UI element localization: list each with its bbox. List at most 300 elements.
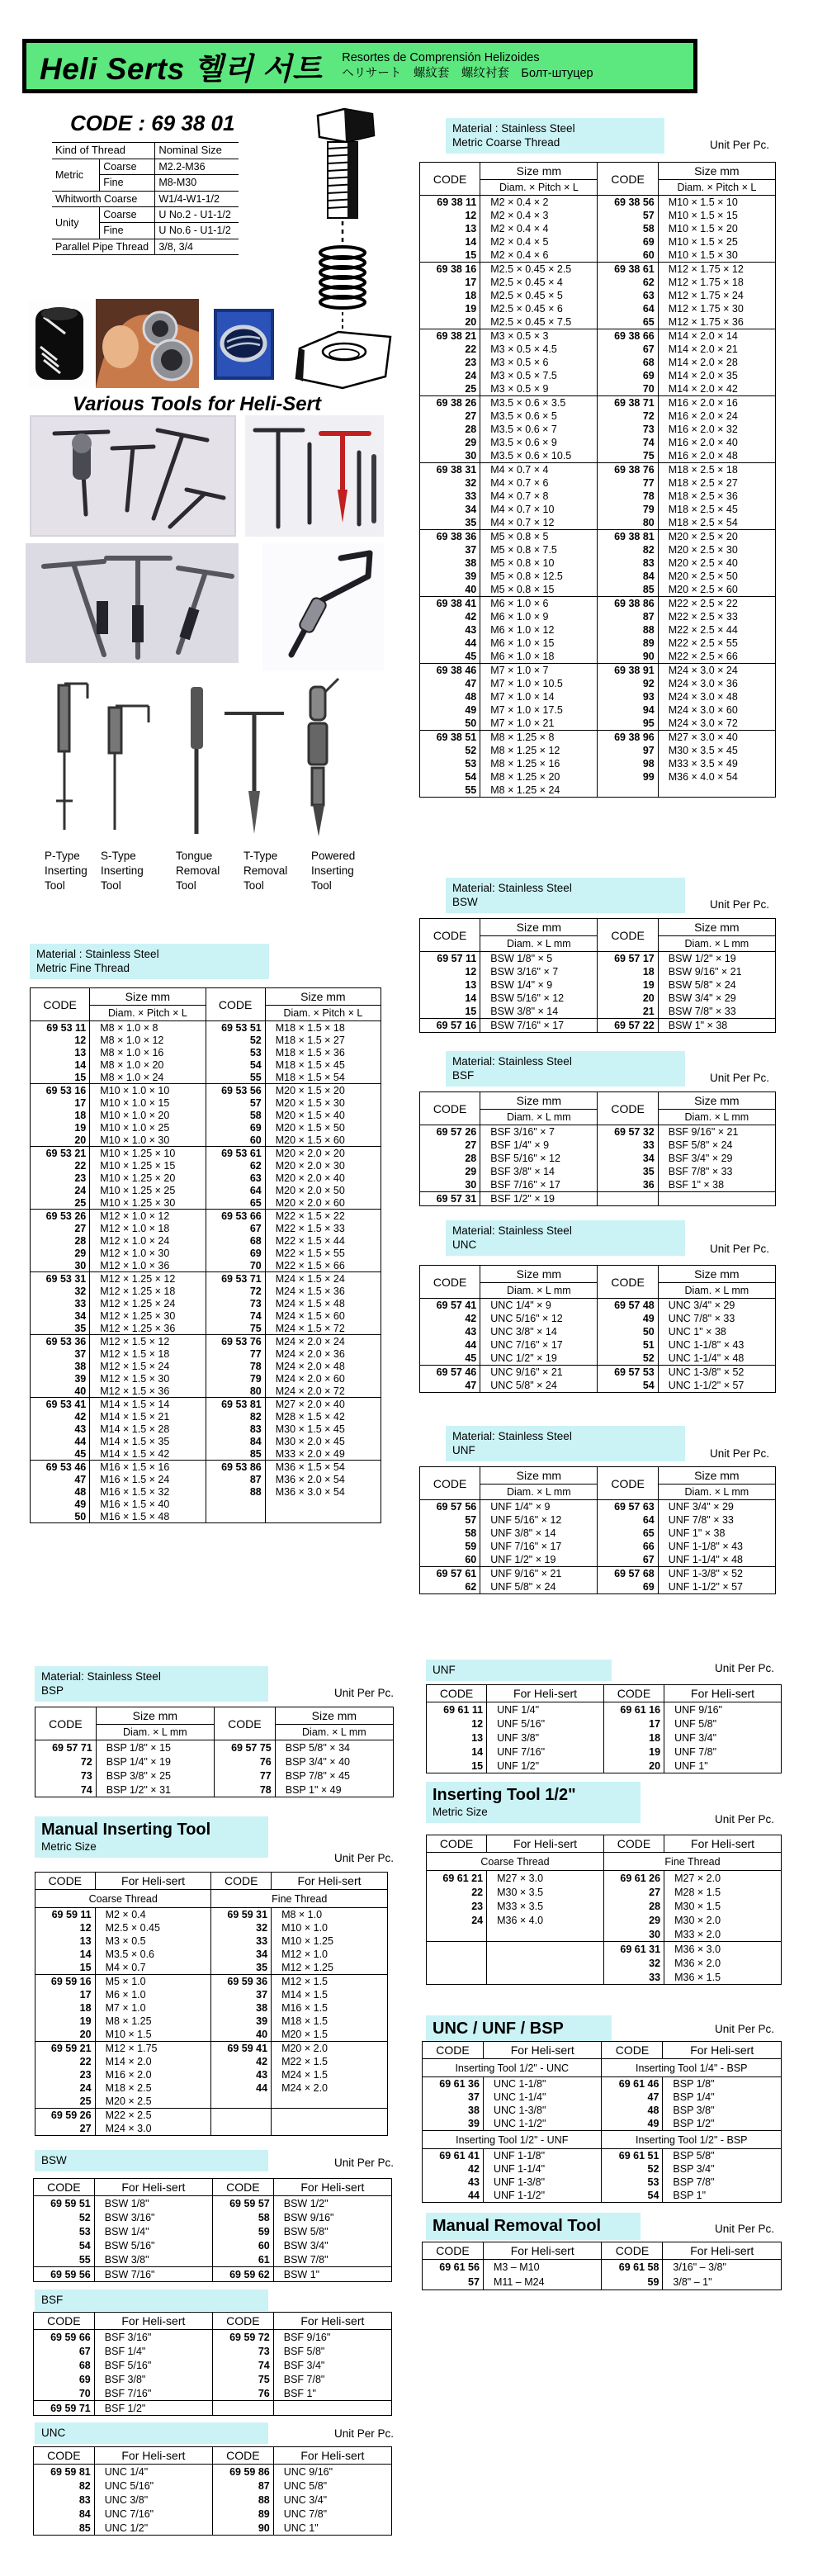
size-header: Size mm <box>480 919 598 936</box>
code-cell: 69 57 41 <box>436 1300 477 1311</box>
inserting-half-band: Inserting Tool 1/2" Metric Size <box>426 1782 641 1823</box>
size-cell: M12 × 1.0 × 24 <box>90 1234 206 1247</box>
size-cell: M8 × 1.0 <box>272 1908 388 1922</box>
code-cell: 57 <box>465 1514 477 1526</box>
size-cell: UNC 7/16" × 17 <box>480 1338 598 1352</box>
table-row <box>35 1740 394 1755</box>
size-cell: BSF 5/8" × 24 <box>658 1139 775 1152</box>
size-cell: M16 × 1.5 × 48 <box>90 1510 206 1523</box>
size-cell: M14 × 2.0 × 21 <box>658 343 775 356</box>
code-cell: 47 <box>465 1380 477 1391</box>
code-cell: 69 53 31 <box>45 1272 87 1285</box>
size-cell: M24 × 2.0 × 48 <box>265 1360 381 1372</box>
code-cell: 18 <box>79 2002 92 2014</box>
code-cell: 89 <box>598 637 658 650</box>
size-cell: UNF 3/8" <box>487 1731 604 1745</box>
table-row <box>34 2521 392 2536</box>
manual-inserting-table <box>35 1872 388 2136</box>
table-row <box>35 1975 388 1989</box>
size-cell: M12 × 1.25 × 36 <box>90 1322 206 1335</box>
size-cell: M20 × 2.5 × 20 <box>658 530 775 544</box>
size-header: Size mm <box>658 1467 775 1485</box>
code-cell: 63 <box>206 1172 265 1184</box>
table-row <box>420 1139 776 1152</box>
section-label: Inserting Tool 1/2" - BSP <box>602 2131 782 2149</box>
code-cell: 78 <box>214 1783 275 1797</box>
code-cell: 42 <box>74 1410 87 1423</box>
size-cell: UNC 5/16" × 12 <box>480 1312 598 1325</box>
code-cell: 89 <box>212 2507 273 2521</box>
code-cell: 69 59 66 <box>50 2331 91 2343</box>
size-cell: BSP 7/8" <box>663 2176 782 2189</box>
table-row <box>420 476 776 490</box>
size-cell: UNF 3/4" <box>664 1731 782 1745</box>
code-cell: 57 <box>598 209 658 222</box>
code-cell: 43 <box>211 2068 272 2081</box>
bsw-tool-band: BSW <box>35 2150 268 2171</box>
code-cell: 69 <box>206 1247 265 1259</box>
size-cell: M30 × 1.5 × 45 <box>265 1423 381 1435</box>
code-header: CODE <box>47 2181 81 2194</box>
size-cell: M20 × 2.5 × 60 <box>658 583 775 597</box>
size-cell: M6 × 1.0 × 12 <box>480 623 598 637</box>
size-cell: BSW 3/4" × 29 <box>658 992 775 1005</box>
table-row <box>34 2386 392 2401</box>
code-cell: 67 <box>206 1222 265 1234</box>
code-cell: 34 <box>598 1152 658 1165</box>
size-cell: UNF 5/8" <box>664 1717 782 1731</box>
table-row <box>31 1222 381 1234</box>
size-subheader: Diam. × L mm <box>658 1283 775 1299</box>
size-cell: M3 × 0.5 × 6 <box>480 356 598 369</box>
code-cell: 75 <box>212 2372 273 2386</box>
code-cell: 39 <box>465 571 477 582</box>
table-row <box>420 637 776 650</box>
size-cell: M7 × 1.0 × 7 <box>480 664 598 678</box>
code-cell: 69 57 61 <box>436 1568 477 1579</box>
section-label: Fine Thread <box>211 1890 388 1908</box>
table-row <box>420 209 776 222</box>
size-cell: M2 × 0.4 × 4 <box>480 222 598 235</box>
code-cell: 36 <box>598 1178 658 1192</box>
code-cell: 69 38 46 <box>436 665 477 676</box>
size-cell: BSP 1" <box>663 2189 782 2203</box>
size-cell: M36 × 1.5 × 54 <box>265 1461 381 1474</box>
code-cell: 69 53 36 <box>45 1335 87 1347</box>
size-cell: M24 × 1.5 × 36 <box>265 1285 381 1297</box>
code-cell: 69 38 21 <box>436 330 477 342</box>
bolt-insert-illustration <box>293 104 396 395</box>
size-cell: M16 × 1.5 × 24 <box>90 1473 206 1485</box>
unity-coarse-label: Coarse <box>100 207 155 223</box>
code-cell <box>211 2122 272 2136</box>
size-cell <box>265 1498 381 1510</box>
table-row <box>420 650 776 664</box>
unit-label: Unit Per Pc. <box>709 1447 769 1460</box>
code-cell: 69 38 91 <box>598 664 658 678</box>
bsf-tool-band: BSF <box>35 2290 268 2311</box>
code-cell: 92 <box>598 677 658 690</box>
size-cell: UNC 3/4" × 29 <box>658 1299 775 1313</box>
size-cell: UNF 1-1/2" <box>483 2189 602 2203</box>
size-cell: M7 × 1.0 × 21 <box>480 717 598 731</box>
table-row <box>31 1473 381 1485</box>
size-cell: BSW 7/8" × 33 <box>658 1005 775 1019</box>
section-label: Coarse Thread <box>35 1890 211 1908</box>
size-cell: UNF 1-1/2" × 57 <box>658 1580 775 1594</box>
code-cell: 99 <box>598 770 658 784</box>
table-row <box>420 1379 776 1393</box>
size-cell: M20 × 2.5 × 30 <box>658 543 775 556</box>
size-cell: UNF 1-1/4" × 48 <box>658 1553 775 1567</box>
code-cell: 13 <box>79 1935 92 1947</box>
size-subheader: Diam. × Pitch × L <box>480 180 598 196</box>
size-cell: BSW 3/16" × 7 <box>480 965 598 978</box>
table-row <box>31 1272 381 1286</box>
table-row <box>420 1299 776 1313</box>
value-header: For Heli-sert <box>94 2313 212 2330</box>
code-header: CODE <box>433 172 467 186</box>
value-header: For Heli-sert <box>273 2447 391 2465</box>
bsw-tool-table <box>33 2178 392 2282</box>
bsp-insert-table <box>35 1707 394 1797</box>
code-cell: 12 <box>79 1922 92 1934</box>
code-cell: 43 <box>74 1423 87 1435</box>
value-header: For Heli-sert <box>483 2242 602 2260</box>
table-row <box>420 1567 776 1581</box>
size-cell: M5 × 0.8 × 15 <box>480 583 598 597</box>
size-cell: M2.5 × 0.45 × 4 <box>480 276 598 289</box>
table-row <box>420 744 776 757</box>
table-row <box>427 1871 782 1886</box>
inserting-half-table <box>426 1835 782 1985</box>
code-header: CODE <box>212 2179 273 2196</box>
table-row <box>31 1147 381 1160</box>
code-cell: 69 38 16 <box>436 263 477 275</box>
table-row <box>420 1580 776 1594</box>
table-row <box>31 1046 381 1058</box>
size-cell: M8 × 1.25 × 8 <box>480 731 598 745</box>
table-row <box>34 2401 392 2416</box>
size-cell: M12 × 1.25 × 30 <box>90 1309 206 1322</box>
size-cell: UNC 1-3/8" × 52 <box>658 1366 775 1380</box>
size-cell: M24 × 3.0 × 24 <box>658 664 775 678</box>
code-cell: 69 <box>206 1121 265 1134</box>
code-cell: 98 <box>598 757 658 770</box>
size-cell: UNF 1/2" <box>487 1759 604 1773</box>
table-row <box>420 1125 776 1139</box>
code-cell: 23 <box>79 2069 92 2081</box>
table-row <box>420 302 776 315</box>
size-cell: M6 × 1.0 × 18 <box>480 650 598 664</box>
table-row <box>31 1347 381 1360</box>
code-cell: 83 <box>206 1423 265 1435</box>
size-cell: M18 × 2.5 <box>95 2081 211 2095</box>
code-cell: 57 <box>206 1096 265 1109</box>
size-cell: BSP 1/8" <box>663 2077 782 2091</box>
code-cell: 58 <box>206 1109 265 1121</box>
code-cell <box>211 2109 272 2123</box>
value-header: For Heli-sert <box>663 2242 782 2260</box>
table-row <box>427 1731 782 1745</box>
code-header: CODE <box>43 997 77 1011</box>
code-cell: 58 <box>598 222 658 235</box>
size-cell: M28 × 1.5 × 42 <box>265 1410 381 1423</box>
size-cell: BSW 7/16" <box>94 2267 212 2282</box>
code-cell: 12 <box>465 966 477 978</box>
code-cell: 51 <box>598 1338 658 1352</box>
code-cell: 65 <box>206 1196 265 1210</box>
size-header: Size mm <box>658 163 775 180</box>
metric-coarse-table <box>419 162 776 798</box>
code-cell: 69 61 51 <box>602 2149 663 2163</box>
size-cell: M22 × 1.5 × 44 <box>265 1234 381 1247</box>
size-cell: UNC 9/16" × 21 <box>480 1366 598 1380</box>
section-label-row <box>423 2059 782 2077</box>
code-cell: 17 <box>74 1096 87 1109</box>
table-row <box>420 315 776 329</box>
code-cell: 38 <box>465 557 477 569</box>
code-cell: 74 <box>212 2358 273 2372</box>
code-cell: 24 <box>79 2082 92 2094</box>
size-cell: M8 × 1.0 × 12 <box>90 1034 206 1046</box>
code-cell: 28 <box>465 424 477 435</box>
code-cell: 29 <box>465 1166 477 1177</box>
subtitle-asian: ヘリサート 螺紋套 螺纹衬套 Болт-штуцер <box>342 67 593 80</box>
size-subheader: Diam. × L mm <box>480 1485 598 1500</box>
size-cell: M16 × 2.0 × 40 <box>658 436 775 449</box>
size-cell: UNF 5/8" × 24 <box>480 1580 598 1594</box>
code-cell: 15 <box>465 249 477 261</box>
size-cell: BSW 5/16" <box>94 2238 212 2252</box>
code-cell: 53 <box>602 2176 663 2189</box>
code-cell: 69 38 71 <box>598 396 658 410</box>
code-header: CODE <box>598 1467 658 1500</box>
size-cell: M8 × 1.25 × 24 <box>480 784 598 798</box>
code-cell: 68 <box>598 356 658 369</box>
size-cell: M27 × 3.0 × 40 <box>658 731 775 745</box>
table-row <box>31 1172 381 1184</box>
table-row <box>420 356 776 369</box>
code-cell: 69 <box>598 1580 658 1594</box>
metric-fine-band: Material : Stainless Steel Metric Fine Thread <box>30 944 269 979</box>
value-header: For Heli-sert <box>483 2042 602 2059</box>
code-cell: 47 <box>74 1473 87 1485</box>
table-row <box>420 1165 776 1178</box>
size-cell: M24 × 3.0 × 60 <box>658 703 775 717</box>
code-cell: 69 57 71 <box>52 1741 92 1754</box>
size-cell: BSP 1/8" × 15 <box>96 1740 214 1755</box>
table-row <box>420 1553 776 1567</box>
code-cell: 83 <box>598 556 658 570</box>
size-cell: BSP 7/8" × 45 <box>275 1769 393 1783</box>
code-cell: 18 <box>603 1731 664 1745</box>
size-cell: UNF 9/16" <box>664 1702 782 1717</box>
size-cell: M10 × 1.5 × 20 <box>658 222 775 235</box>
size-cell: M6 × 1.0 <box>95 1988 211 2001</box>
unit-label: Unit Per Pc. <box>714 2023 774 2035</box>
size-cell: BSF 5/16" × 12 <box>480 1152 598 1165</box>
size-cell: UNC 7/16" <box>94 2507 212 2521</box>
table-row <box>427 1899 782 1913</box>
size-cell: M12 × 1.0 <box>272 1948 388 1961</box>
size-subheader: Diam. × L mm <box>658 1110 775 1125</box>
table-row <box>34 2358 392 2372</box>
size-subheader: Diam. × L mm <box>480 1283 598 1299</box>
size-header: Size mm <box>90 988 206 1006</box>
code-cell: 38 <box>211 2001 272 2015</box>
size-cell: M20 × 2.5 × 40 <box>658 556 775 570</box>
size-cell: 3/16" – 3/8" <box>663 2260 782 2275</box>
size-cell: M30 × 2.0 × 45 <box>265 1435 381 1447</box>
code-cell: 37 <box>211 1988 272 2001</box>
size-cell: BSW 9/16" <box>273 2210 391 2224</box>
size-cell: BSW 1" <box>273 2267 391 2282</box>
unc-unf-bsp-band: UNC / UNF / BSP <box>426 2015 612 2043</box>
size-cell: M8 × 1.25 × 20 <box>480 770 598 784</box>
unit-label: Unit Per Pc. <box>714 2223 774 2235</box>
code-cell: 23 <box>471 1900 484 1912</box>
size-cell: M14 × 2.0 <box>95 2055 211 2068</box>
code-cell: 34 <box>74 1309 87 1322</box>
code-cell: 69 <box>78 2373 91 2385</box>
size-cell: UNC 1/2" <box>94 2521 212 2536</box>
size-cell: M36 × 4.0 × 54 <box>658 770 775 784</box>
size-cell: M8 × 1.25 <box>95 2015 211 2028</box>
code-cell: 50 <box>74 1510 87 1522</box>
size-cell: M12 × 1.25 × 24 <box>90 1297 206 1309</box>
size-cell: UNF 1/4" <box>487 1702 604 1717</box>
code-cell: 69 57 16 <box>436 1020 477 1031</box>
size-cell: M22 × 2.5 × 55 <box>658 637 775 650</box>
code-cell: 49 <box>602 2117 663 2131</box>
subtitle-spanish: Resortes de Comprensión Helizoides <box>342 51 540 64</box>
size-cell <box>658 784 775 798</box>
code-cell: 77 <box>206 1347 265 1360</box>
size-cell: M6 × 1.0 × 6 <box>480 597 598 611</box>
section-label: Fine Thread <box>603 1853 781 1871</box>
size-cell: UNC 1" × 38 <box>658 1325 775 1338</box>
code-cell <box>598 784 658 798</box>
size-subheader: Diam. × L mm <box>275 1725 393 1740</box>
code-cell: 73 <box>80 1769 92 1782</box>
size-cell: UNF 3/8" × 14 <box>480 1527 598 1540</box>
unf-insert-table <box>419 1466 776 1594</box>
code-cell: 69 57 48 <box>598 1299 658 1313</box>
section-label-row <box>423 2131 782 2149</box>
table-row <box>31 1234 381 1247</box>
size-cell: UNC 1-1/4" <box>483 2091 602 2104</box>
size-cell: M12 × 1.75 × 24 <box>658 289 775 302</box>
size-cell: M36 × 4.0 <box>487 1913 604 1927</box>
code-cell: 69 61 41 <box>439 2150 480 2162</box>
size-subheader: Diam. × L mm <box>96 1725 214 1740</box>
code-cell: 39 <box>211 2015 272 2028</box>
table-row <box>420 343 776 356</box>
size-cell: UNF 1-3/8" <box>483 2176 602 2189</box>
code-cell: 63 <box>598 289 658 302</box>
size-cell: M14 × 2.0 × 28 <box>658 356 775 369</box>
size-cell: M8 × 1.0 × 16 <box>90 1046 206 1058</box>
size-cell: BSW 5/8" × 24 <box>658 978 775 992</box>
table-row <box>31 1259 381 1272</box>
size-cell: M10 × 1.25 × 10 <box>90 1147 206 1160</box>
tool-photo-crank <box>262 543 384 671</box>
table-row <box>427 1759 782 1773</box>
code-cell: 54 <box>206 1058 265 1071</box>
size-cell: UNF 7/16" <box>487 1745 604 1759</box>
code-cell: 17 <box>603 1717 664 1731</box>
code-cell: 24 <box>74 1184 87 1196</box>
code-header: CODE <box>598 163 658 196</box>
table-row <box>420 731 776 745</box>
size-cell <box>487 1970 604 1985</box>
size-cell: BSF 3/4" × 29 <box>658 1152 775 1165</box>
size-cell: BSF 5/16" <box>94 2358 212 2372</box>
table-row <box>420 1500 776 1514</box>
size-cell: UNC 5/16" <box>94 2479 212 2493</box>
size-cell: M4 × 0.7 × 10 <box>480 503 598 516</box>
table-row <box>423 2260 782 2275</box>
value-header: For Heli-sert <box>487 1835 604 1853</box>
size-cell: UNC 1/4" <box>94 2465 212 2479</box>
code-cell: 69 59 51 <box>50 2197 91 2209</box>
size-cell: M4 × 0.7 × 8 <box>480 490 598 503</box>
code-cell: 79 <box>598 503 658 516</box>
code-cell: 87 <box>598 610 658 623</box>
code-cell: 44 <box>468 2190 480 2201</box>
size-cell: M4 × 0.7 × 4 <box>480 463 598 477</box>
code-header: CODE <box>433 1275 467 1289</box>
table-row <box>420 1178 776 1192</box>
size-subheader: Diam. × L mm <box>480 936 598 952</box>
size-cell: M30 × 2.0 <box>664 1913 782 1927</box>
table-row <box>31 1309 381 1322</box>
code-cell: 78 <box>598 490 658 503</box>
code-cell: 48 <box>74 1485 87 1498</box>
code-cell: 15 <box>471 1759 484 1772</box>
size-subheader: Diam. × Pitch × L <box>265 1006 381 1021</box>
table-row <box>35 1769 394 1783</box>
size-cell: M4 × 0.7 × 6 <box>480 476 598 490</box>
size-cell: BSW 3/8" × 14 <box>480 1005 598 1019</box>
size-cell: BSF 7/8" <box>273 2372 391 2386</box>
size-cell: BSP 1/2" × 31 <box>96 1783 214 1797</box>
size-cell: M2 × 0.4 × 5 <box>480 235 598 249</box>
size-cell: M16 × 2.0 <box>95 2068 211 2081</box>
code-cell: 85 <box>78 2522 91 2534</box>
size-cell: UNF 7/8" × 33 <box>658 1513 775 1527</box>
bsw-insert-band: Material: Stainless Steel BSW <box>446 878 685 913</box>
code-cell: 55 <box>78 2253 91 2266</box>
code-header: CODE <box>602 2242 663 2260</box>
metric-coarse-range: M2.2-M36 <box>155 159 239 174</box>
unity-fine-label: Fine <box>100 223 155 239</box>
table-row <box>423 2162 782 2176</box>
size-cell: UNC 1-1/2" × 57 <box>658 1379 775 1393</box>
code-cell: 59 <box>212 2224 273 2238</box>
size-cell: UNC 1-1/8" <box>483 2077 602 2091</box>
insert-photo-fingers <box>96 299 199 388</box>
size-cell: BSP 3/8" × 25 <box>96 1769 214 1783</box>
value-header: For Heli-sert <box>664 1835 782 1853</box>
code-header: CODE <box>436 2043 470 2057</box>
table-row <box>31 1322 381 1335</box>
code-cell: 54 <box>602 2189 663 2203</box>
size-cell: M10 × 1.0 × 10 <box>90 1084 206 1097</box>
code-cell: 15 <box>79 1962 92 1973</box>
code-cell: 69 59 57 <box>212 2196 273 2211</box>
